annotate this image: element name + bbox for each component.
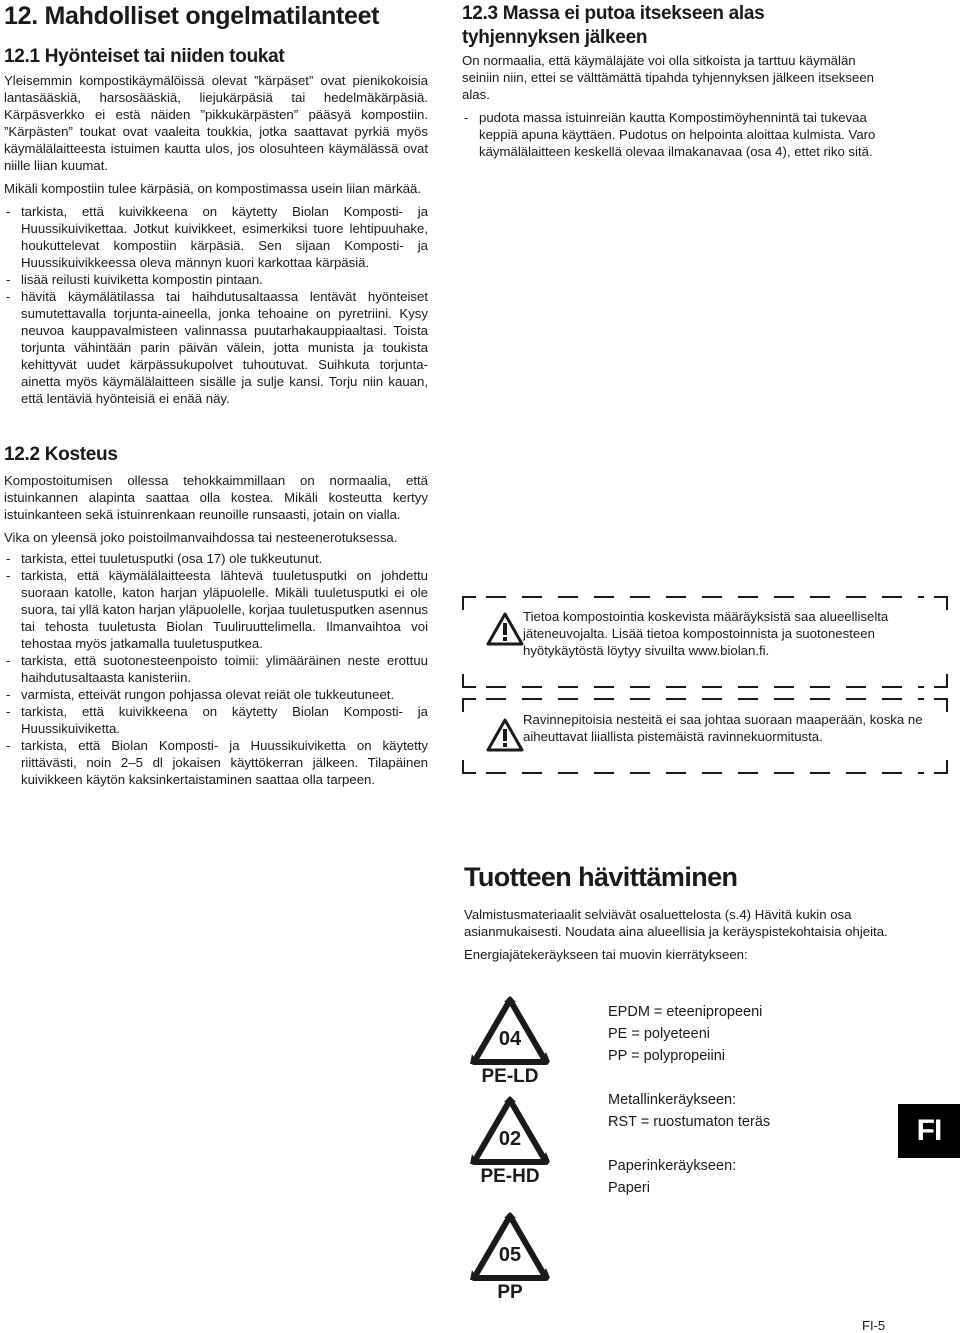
disposal-body [464, 906, 894, 963]
disposal-para1: Valmistusmateriaalit selviävät osaluettelosta (s.4) Hävitä kukin osa asianmukaisesti. Noudata aina alueellisia ja keräyspistekohtaisia ohjeita. [464, 907, 888, 939]
legend-epdm: EPDM = eteenipropeeni [608, 1004, 763, 1020]
recycle-symbol-pe-ld [470, 996, 550, 1092]
recycle-symbol-pp [470, 1212, 550, 1308]
warning-text-1: Tietoa kompostointia koskevista määräyksistä saa alueelliselta jäteneuvojalta. Lisää tietoa kompostoinnista ja suotonesteen hyötykäytöstä löytyy sivuilta www.biolan.fi. [523, 609, 889, 658]
legend-paper: Paperi [608, 1180, 650, 1196]
section-12-3-title: 12.3 Massa ei putoa itsekseen alas tyhjennyksen jälkeen [462, 3, 765, 48]
list-item: - tarkista, että suotonesteenpoisto toimii: ylimääräinen neste erottuu haihdutusaltaasta kanisteriin. [4, 652, 428, 686]
section-12-3-para1: On normaalia, että käymäläjäte voi olla sitkoista ja tarttuu käymälän seiniin niin, ettei se välttämättä tipahda tyhjennyksen jälkeen itsekseen alas. [462, 53, 874, 102]
list-item: - tarkista, että käymälälaitteesta lähtevä tuuletusputki on johdettu suoraan katolle, katon harjan yläpuolelle. Mikäli tuuletusputki ei ole suora, tai yllä katon harjan yläpuolelle, korjaa tuuletusputken asennus tai tehosta tuuletusta Biolan Tuuliruuttelimella. Ilmanvaihtoa voi tehostaa myös jatkamalla tuuletusputkea. [4, 567, 428, 652]
list-item: - lisää reilusti kuiviketta kompostin pintaan. [4, 271, 428, 288]
section-12-2-title: 12.2 Kosteus [4, 444, 118, 465]
page-number: FI-5 [862, 1318, 886, 1333]
disposal-title: Tuotteen hävittäminen [464, 862, 738, 892]
warning-text-2: Ravinnepitoisia nesteitä ei saa johtaa suoraan maaperään, koska ne aiheuttavat liiallista pistemäistä ravinnekuormitusta. [523, 712, 923, 744]
section-12-1-body [4, 72, 428, 407]
warning-box-2 [462, 698, 948, 774]
language-tab: FI [898, 1104, 960, 1158]
page-title: 12. Mahdolliset ongelmatilanteet [4, 2, 380, 30]
recycle-label: PE-HD [480, 1166, 540, 1187]
legend-paper-heading: Paperinkeräykseen: [608, 1158, 737, 1174]
section-12-2-list [4, 550, 428, 788]
legend-metal-heading: Metallinkeräykseen: [608, 1092, 737, 1108]
section-12-3-body [462, 52, 888, 160]
section-12-1-para1: Yleisemmin kompostikäymälöissä olevat ”kärpäset” ovat pienikokoisia lantasääskiä, harsosääskiä, liejukärpäsiä tai hedelmäkärpäsiä. Kärpäsverkko ei estä näiden ”pikkukärpästen” pääsyä kompostiin. ”Kärpästen” toukat ovat vaaleita toukkia, jotka saattavat pyrkiä myös käymälälaitteesta istuimen kautta ulos, jos olosuhteen käymälässä ovat niille liian kuumat. [4, 73, 428, 173]
legend-pp: PP = polypropeiini [608, 1048, 726, 1064]
list-item: - varmista, etteivät rungon pohjassa olevat reiät ole tukkeutuneet. [4, 686, 428, 703]
list-item: - tarkista, että kuivikkeena on käytetty Biolan Komposti- ja Huussikuiviketta. [4, 703, 428, 737]
section-12-1-list [4, 203, 428, 407]
recycle-code: 05 [498, 1244, 522, 1266]
section-12-1-title: 12.1 Hyönteiset tai niiden toukat [4, 46, 285, 67]
disposal-para2: Energiajätekeräykseen tai muovin kierrätykseen: [464, 947, 748, 962]
list-item: - tarkista, ettei tuuletusputki (osa 17) ole tukkeutunut. [4, 550, 428, 567]
section-12-2-para2: Vika on yleensä joko poistoilmanvaihdossa tai nesteenerotuksessa. [4, 530, 398, 545]
section-12-1-para2: Mikäli kompostiin tulee kärpäsiä, on kompostimassa usein liian märkää. [4, 181, 422, 196]
list-item: - pudota massa istuinreiän kautta Kompostimöyhennintä tai tukevaa keppiä apuna käyttäen. Pudotus on helpointa aloittaa kulmista. Varo käymälälaitteen keskellä olevaa ilmakanavaa (osa 4), ettet riko sitä. [462, 109, 888, 160]
recycle-symbol-pe-hd [470, 1096, 550, 1192]
recycle-label: PP [497, 1282, 523, 1303]
warning-triangle-icon [486, 718, 524, 752]
recycle-label: PE-LD [481, 1066, 539, 1087]
section-12-2-para1: Kompostoitumisen ollessa tehokkaimmillaan on normaalia, että istuinkannen alapinta saattaa olla kostea. Mikäli kosteutta kertyy istuinkanteen sekä istuinrenkaan reunoille runsaasti, jotain on vialla. [4, 473, 428, 522]
recycle-code: 02 [498, 1128, 522, 1150]
legend-pe: PE = polyeteeni [608, 1026, 710, 1042]
warning-triangle-icon [486, 612, 524, 646]
list-item: - tarkista, että Biolan Komposti- ja Huussikuiviketta on käytetty riittävästi, noin 2–5 dl jokaisen käyttökerran jälkeen. Tilapäinen kuivikkeen käytön kaksinkertaistaminen saattaa olla tarpeen. [4, 737, 428, 788]
section-12-2-body [4, 472, 428, 788]
list-item: - hävitä käymälätilassa tai haihdutusaltaassa lentävät hyönteiset sumutettavalla torjunta-aineella, jonka tehoaine on pyretriini. Kysy neuvoa kauppavalmisteen valinnassa puutarhakauppiaaltasi. Toista torjunta vähintään parin päivän välein, jotta munista ja toukista kehittyvät uudet kärpässukupolvet tuhoutuvat. Suihkuta torjunta-ainetta myös käymälälaitteen sisälle ja sulje kansi. Torju niin kauan, että lentäviä hyönteisiä ei enää näy. [4, 288, 428, 407]
warning-box-1 [462, 596, 948, 688]
legend-rst: RST = ruostumaton teräs [608, 1114, 771, 1130]
section-12-3-list [462, 109, 888, 160]
recycle-code: 04 [498, 1028, 522, 1050]
list-item: - tarkista, että kuivikkeena on käytetty Biolan Komposti- ja Huussikuivikettaa. Jotkut kuivikkeet, esimerkiksi tuore lehtipuuhake, houkuttelevat kompostiin kärpäsiä. Sen sijaan Komposti- ja Huussikuivikkeessa oleva männyn kuori karkottaa kärpäsiä. [4, 203, 428, 271]
